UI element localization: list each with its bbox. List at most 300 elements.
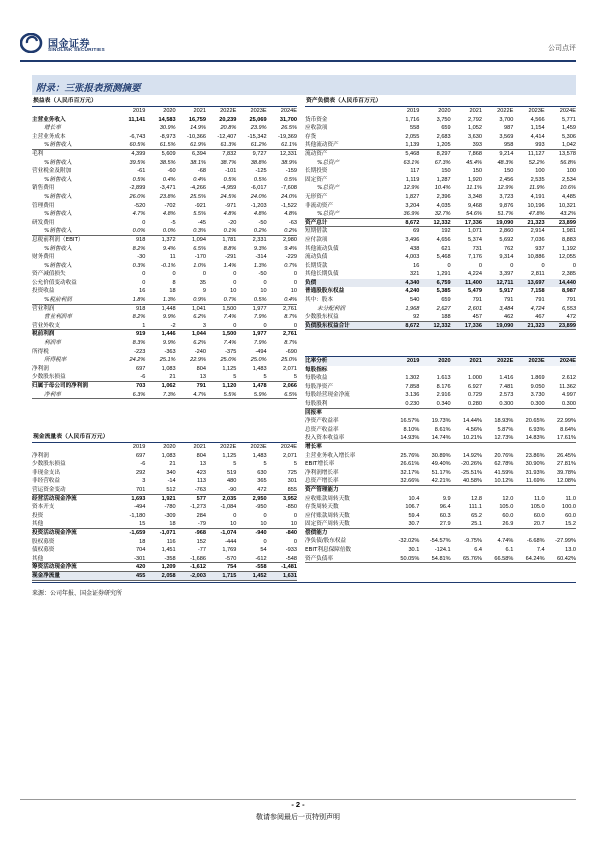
row-label: 回报率 — [305, 409, 322, 416]
cell-value: 1,044 — [191, 331, 206, 338]
cell-value: -1,659 — [129, 529, 146, 536]
cell-value: 1.869 — [530, 375, 545, 382]
table-row — [305, 184, 576, 193]
cell-value: 14,583 — [158, 116, 176, 123]
cell-value: 21 — [169, 461, 176, 468]
cell-value: 0 — [541, 262, 545, 269]
cell-value: 17.61% — [556, 435, 576, 442]
table-row — [305, 279, 576, 288]
row-label: 短期借款 — [305, 228, 328, 235]
cell-value: 7,158 — [530, 288, 545, 295]
cell-value: 2,811 — [531, 271, 545, 278]
cell-value: 32.66% — [400, 478, 420, 485]
cell-value: 5 — [233, 461, 237, 468]
header-spacer — [32, 107, 115, 116]
table-row — [305, 460, 576, 469]
cell-value: 25.76% — [400, 452, 420, 459]
cell-value: 9.9% — [162, 314, 176, 321]
cell-value: 27.9 — [439, 521, 451, 528]
cell-value: -60 — [167, 168, 176, 175]
year-header: 2022E — [220, 444, 237, 450]
cell-value — [115, 124, 145, 133]
cell-value: -933 — [285, 547, 297, 554]
cell-value: 540 — [409, 297, 420, 304]
cell-value: 11.1% — [466, 185, 482, 192]
cell-value: -375 — [225, 348, 237, 355]
cell-value: 1,920 — [467, 176, 482, 183]
cell-value: 4,566 — [530, 116, 545, 123]
source-note: 来源：公司年报、国金证券研究所 — [32, 590, 123, 597]
row-label: 息税前利润（EBIT） — [32, 236, 84, 243]
cell-value: 3.730 — [530, 392, 545, 399]
cell-value: 8.7% — [284, 340, 297, 347]
cell-value: 8.8% — [223, 245, 237, 252]
cell-value: 3,496 — [405, 236, 420, 243]
row-label: 利润率 — [44, 340, 61, 347]
table-row — [32, 520, 297, 529]
cell-value: 65.76% — [463, 555, 482, 562]
cell-value: 1,287 — [436, 176, 451, 183]
cell-value: -2 — [170, 322, 176, 329]
cell-value: 62.78% — [494, 461, 514, 468]
cell-value: 6,394 — [191, 150, 206, 157]
cell-value: -19,369 — [277, 133, 297, 140]
cell-value: 0.4% — [284, 297, 297, 304]
cell-value: 2,950 — [252, 495, 267, 502]
cell-value: 0.5% — [284, 176, 297, 183]
cell-value: 23,899 — [558, 322, 576, 329]
cell-value: 12.08% — [556, 478, 576, 485]
cell-value: -520 — [134, 202, 146, 209]
cell-value: 31.93% — [525, 469, 545, 476]
cell-value: 472 — [566, 314, 576, 321]
cell-value: 701 — [135, 486, 146, 493]
cell-value — [545, 486, 576, 495]
cell-value: 12,055 — [558, 254, 576, 261]
cell-value: -12,407 — [217, 133, 237, 140]
cell-value: -50 — [258, 219, 267, 226]
cell-value: 116 — [166, 538, 176, 545]
cell-value — [545, 529, 576, 538]
cell-value: -494 — [134, 504, 146, 511]
cell-value: 7.3% — [162, 391, 176, 398]
cell-value — [545, 443, 576, 452]
row-label: 主营业务收入 — [32, 116, 66, 123]
cell-value — [419, 529, 450, 538]
cell-value: 7.9% — [253, 340, 267, 347]
cell-value: 0.0% — [162, 228, 176, 235]
cell-value: 5,771 — [561, 116, 576, 123]
table-row — [305, 443, 576, 452]
cell-value: -1,522 — [281, 202, 297, 209]
table-row — [305, 141, 576, 150]
cell-value — [482, 409, 513, 418]
cell-value: 791 — [503, 297, 514, 304]
cell-value: 0 — [293, 271, 297, 278]
table-row — [305, 287, 576, 296]
cell-value: 1,977 — [252, 331, 267, 338]
table-row — [32, 365, 297, 374]
table-row — [305, 116, 576, 125]
table-row — [32, 452, 297, 461]
cell-value: 22.99% — [556, 418, 576, 425]
cell-value: 63.1% — [403, 159, 420, 166]
cell-value: 61.2% — [250, 142, 267, 149]
cell-value: 25.0% — [250, 357, 267, 364]
cell-value: 18 — [169, 521, 176, 528]
cell-value: 19.73% — [431, 418, 451, 425]
cell-value: 59.4 — [408, 512, 420, 519]
cell-value: 117 — [410, 168, 420, 175]
cell-value: 12.9% — [403, 185, 420, 192]
table-row — [32, 538, 297, 547]
cell-value — [419, 409, 450, 418]
cell-value: 4.7% — [193, 391, 206, 398]
cell-value: 0.230 — [405, 400, 420, 407]
cell-value: 5,374 — [467, 236, 482, 243]
row-label: 其他流动资产 — [305, 142, 339, 149]
table-row — [305, 150, 576, 159]
cell-value: 13 — [199, 374, 206, 381]
cell-value: 100.0 — [561, 504, 576, 511]
cell-value: 4,240 — [405, 288, 420, 295]
table-row — [305, 391, 576, 400]
cell-value: 22.9% — [190, 357, 206, 364]
cell-value: 1,192 — [561, 245, 576, 252]
cell-value: 24.5% — [220, 193, 237, 200]
cell-value: 1,483 — [252, 365, 267, 372]
cell-value: 1,071 — [467, 228, 482, 235]
cell-value: 9.4% — [162, 245, 176, 252]
cell-value: 61.3% — [220, 142, 237, 149]
cell-value: 3,700 — [499, 116, 514, 123]
ratio-analysis-table — [305, 356, 576, 563]
row-label: 所得税率 — [44, 357, 67, 364]
cell-value: 0.3% — [132, 262, 146, 269]
cell-value: 1.000 — [467, 375, 482, 382]
cell-value: 39.78% — [556, 469, 576, 476]
cell-value: 2,071 — [282, 452, 297, 459]
cell-value: 3,750 — [436, 116, 451, 123]
cell-value: 3 — [142, 478, 146, 485]
cell-value — [513, 486, 544, 495]
cell-value: 8.10% — [403, 426, 420, 433]
cell-value: 1,119 — [405, 176, 420, 183]
cell-value: 5 — [263, 461, 267, 468]
cell-value: 25.1% — [159, 357, 176, 364]
table-row — [32, 236, 297, 245]
table-row — [32, 150, 297, 159]
cell-value: 192 — [441, 228, 451, 235]
cell-value: 31,700 — [279, 116, 297, 123]
table-row — [305, 322, 576, 331]
table-row — [32, 322, 297, 331]
table-row — [32, 193, 297, 202]
cell-value: 2,071 — [282, 365, 297, 372]
cell-value: 423 — [196, 469, 206, 476]
cell-value: 4,399 — [131, 150, 146, 157]
cell-value: 0 — [572, 262, 576, 269]
cell-value: 35 — [199, 279, 206, 286]
cell-value — [482, 486, 513, 495]
cell-value: 36.9% — [403, 211, 420, 218]
cell-value: 19,090 — [496, 322, 514, 329]
row-label: %总资产 — [317, 211, 340, 218]
cell-value: -1,180 — [129, 512, 146, 519]
cell-value — [451, 409, 482, 418]
cell-value: 1,120 — [222, 383, 237, 389]
cell-value: 12,331 — [279, 150, 297, 157]
cash-flow-table — [32, 432, 297, 581]
row-label: 净负债/股东权益 — [305, 538, 347, 545]
row-label: %销售收入 — [44, 262, 72, 269]
row-label: 普通股股东权益 — [305, 288, 345, 295]
cell-value: 10 — [290, 288, 297, 295]
cell-value — [419, 366, 450, 375]
cell-value: 0 — [263, 322, 267, 329]
table-row — [305, 176, 576, 185]
table-row — [32, 287, 297, 296]
cell-value: 0.280 — [467, 400, 482, 407]
table-row — [305, 313, 576, 322]
cell-value: -101 — [225, 168, 237, 175]
cell-value — [545, 366, 576, 375]
cell-value: 8,672 — [405, 322, 420, 329]
year-header: 2019 — [132, 108, 146, 114]
row-label: 毛利 — [32, 150, 44, 157]
cell-value: -1,203 — [250, 202, 267, 209]
cell-value: 0 — [447, 262, 451, 269]
cell-value — [388, 443, 419, 452]
row-label: 净利率 — [44, 391, 61, 398]
cell-value: 1,205 — [436, 142, 451, 149]
year-header: 2021 — [469, 108, 482, 114]
cell-value: 9.9% — [162, 340, 176, 347]
cell-value: 703 — [135, 383, 146, 389]
cell-value: 30.1 — [408, 547, 420, 554]
cell-value: 2,456 — [499, 176, 514, 183]
table-row — [32, 313, 297, 322]
cell-value: -968 — [194, 529, 206, 536]
cell-value: 4.8% — [284, 211, 297, 218]
cell-value: 1,125 — [222, 452, 237, 459]
cell-value: 11.0 — [565, 495, 576, 502]
table-row — [305, 452, 576, 461]
table-row — [32, 296, 297, 305]
cell-value: 7.4 — [536, 547, 545, 554]
cell-value: 2.573 — [499, 392, 514, 399]
cell-value: 7,176 — [467, 254, 482, 261]
cell-value: 754 — [226, 564, 237, 571]
cell-value: 0 — [233, 322, 237, 329]
cell-value: -0.1% — [161, 262, 176, 269]
cell-value: 14.9% — [190, 125, 206, 132]
row-label: 财务费用 — [32, 254, 55, 261]
cell-value: 25.0% — [281, 357, 297, 364]
table-row — [32, 227, 297, 236]
table-row — [32, 167, 297, 176]
year-header: 2020 — [438, 108, 451, 114]
cell-value: 0 — [142, 279, 146, 286]
cell-value: 0 — [202, 271, 206, 278]
cell-value: 14.92% — [463, 452, 482, 459]
cell-value: -125 — [255, 168, 267, 175]
table-row — [305, 193, 576, 202]
cell-value: 10 — [290, 521, 297, 528]
cell-value: 3,204 — [405, 202, 420, 209]
cell-value: 2,058 — [161, 572, 176, 579]
cell-value — [451, 366, 482, 375]
cell-value: 60.42% — [556, 555, 576, 562]
cell-value: 47.8% — [528, 211, 545, 218]
cell-value: 5,609 — [161, 150, 176, 157]
cell-value: 1,483 — [252, 452, 267, 459]
row-label: EBIT利息保障倍数 — [305, 547, 352, 554]
header-spacer — [305, 107, 388, 116]
cell-value: 17,336 — [464, 219, 482, 226]
cell-value: 4,656 — [436, 236, 451, 243]
cell-value: 11.0 — [534, 495, 545, 502]
cell-value: 1,062 — [161, 383, 176, 389]
cell-value: 5,692 — [499, 236, 514, 243]
cell-value: 2,396 — [436, 193, 451, 200]
table-row — [32, 469, 297, 478]
cell-value: 0.3% — [193, 228, 206, 235]
year-header: 2020 — [163, 444, 176, 450]
row-label: %销售收入 — [44, 211, 72, 218]
cell-value: 4.8% — [253, 211, 267, 218]
table-row — [32, 116, 297, 125]
cell-value: 26.9 — [502, 521, 514, 528]
cell-value: 38.5% — [159, 159, 176, 166]
cell-value: 60.0 — [502, 512, 514, 519]
cell-value: 6.2% — [193, 340, 206, 347]
cell-value: 12.8 — [471, 495, 482, 502]
cell-value: -6 — [140, 374, 146, 381]
cell-value: 2.916 — [436, 392, 451, 399]
row-label: 资产减值损失 — [32, 271, 66, 278]
cell-value: -6,017 — [250, 185, 267, 192]
cell-value: 5,917 — [499, 288, 514, 295]
year-header: 2020 — [438, 358, 451, 364]
cell-value: 1,139 — [405, 142, 420, 149]
cell-value: 40.58% — [463, 478, 482, 485]
cell-value: -940 — [255, 529, 267, 536]
cell-value: 0.7% — [223, 297, 237, 304]
cell-value: 4,485 — [561, 193, 576, 200]
cell-value — [513, 366, 544, 375]
row-label: 归属于母公司的净利润 — [32, 383, 88, 389]
cell-value: 0 — [263, 279, 267, 286]
cell-value: 10 — [230, 288, 237, 295]
cell-value: -63 — [288, 219, 297, 226]
table-row — [32, 305, 297, 314]
cell-value: 8.2% — [132, 245, 146, 252]
row-label: 增长率 — [305, 443, 322, 450]
cell-value: 1,500 — [222, 305, 237, 312]
row-label: 其他 — [32, 555, 44, 562]
table-row — [32, 330, 297, 339]
cell-value: 26.0% — [129, 193, 146, 200]
table-row — [32, 572, 297, 581]
table-row — [305, 262, 576, 271]
cell-value: 8.2% — [132, 314, 146, 321]
table-row — [305, 374, 576, 383]
cell-value: 27.81% — [556, 461, 576, 468]
cell-value: 804 — [196, 452, 206, 459]
table-row — [305, 227, 576, 236]
cell-value: 60.0 — [565, 512, 576, 519]
cell-value: 5.9% — [253, 391, 267, 398]
row-label: 应付款项 — [305, 236, 328, 243]
table-title: 资产负债表（人民币百万元） — [306, 98, 382, 104]
cell-value: 9,727 — [252, 150, 267, 157]
cell-value: 4.74% — [497, 538, 514, 545]
cell-value: 54.81% — [431, 555, 451, 562]
cell-value: 393 — [472, 142, 482, 149]
cell-value: 8,883 — [561, 236, 576, 243]
cell-value: 45.4% — [466, 159, 482, 166]
cell-value: 23.86% — [525, 452, 545, 459]
cell-value: 42.21% — [431, 478, 451, 485]
cell-value: 25.1 — [471, 521, 482, 528]
cell-value: -4,266 — [190, 185, 206, 192]
table-row — [305, 133, 576, 142]
row-label: 投资活动现金净流 — [32, 529, 77, 536]
cell-value: 621 — [441, 245, 451, 252]
cell-value: 2,627 — [436, 305, 451, 312]
cell-value: 11.9% — [529, 185, 545, 192]
cell-value: 11.362 — [559, 383, 576, 390]
cell-value: 791 — [196, 383, 206, 389]
table-row — [32, 262, 297, 271]
year-header: 2019 — [406, 358, 420, 364]
table-row — [305, 434, 576, 443]
cell-value: 791 — [472, 297, 482, 304]
cell-value: 1.8% — [132, 297, 146, 304]
cell-value: 4,724 — [530, 305, 545, 312]
cell-value: -1,686 — [190, 555, 206, 562]
table-row — [32, 477, 297, 486]
cell-value: 21,323 — [527, 219, 545, 226]
cell-value — [513, 529, 544, 538]
cell-value: 791 — [566, 297, 576, 304]
cell-value: 100 — [566, 168, 576, 175]
cell-value: 2,980 — [282, 236, 297, 243]
cell-value: 918 — [135, 236, 146, 243]
cell-value: 1,968 — [405, 305, 420, 312]
cell-value: 2,066 — [282, 383, 297, 389]
cell-value — [482, 443, 513, 452]
year-header: 2021 — [193, 444, 206, 450]
table-row — [305, 159, 576, 168]
cell-value: 13 — [199, 461, 206, 468]
sinolink-logo-icon — [20, 33, 46, 53]
table-row — [305, 245, 576, 254]
cell-value: 292 — [135, 469, 146, 476]
row-label: 其他长期负债 — [305, 271, 339, 278]
cell-value: -1,074 — [220, 529, 237, 536]
row-label: %销售收入 — [44, 245, 72, 252]
table-row — [32, 391, 297, 400]
cell-value: 0.5% — [253, 297, 267, 304]
cell-value: 0 — [263, 538, 267, 545]
row-label: 股权募资 — [32, 538, 55, 545]
cell-value: 96.4 — [439, 504, 451, 511]
cell-value: 0 — [233, 279, 237, 286]
cell-value: -15,342 — [247, 133, 267, 140]
cell-value: 60.0 — [533, 512, 545, 519]
